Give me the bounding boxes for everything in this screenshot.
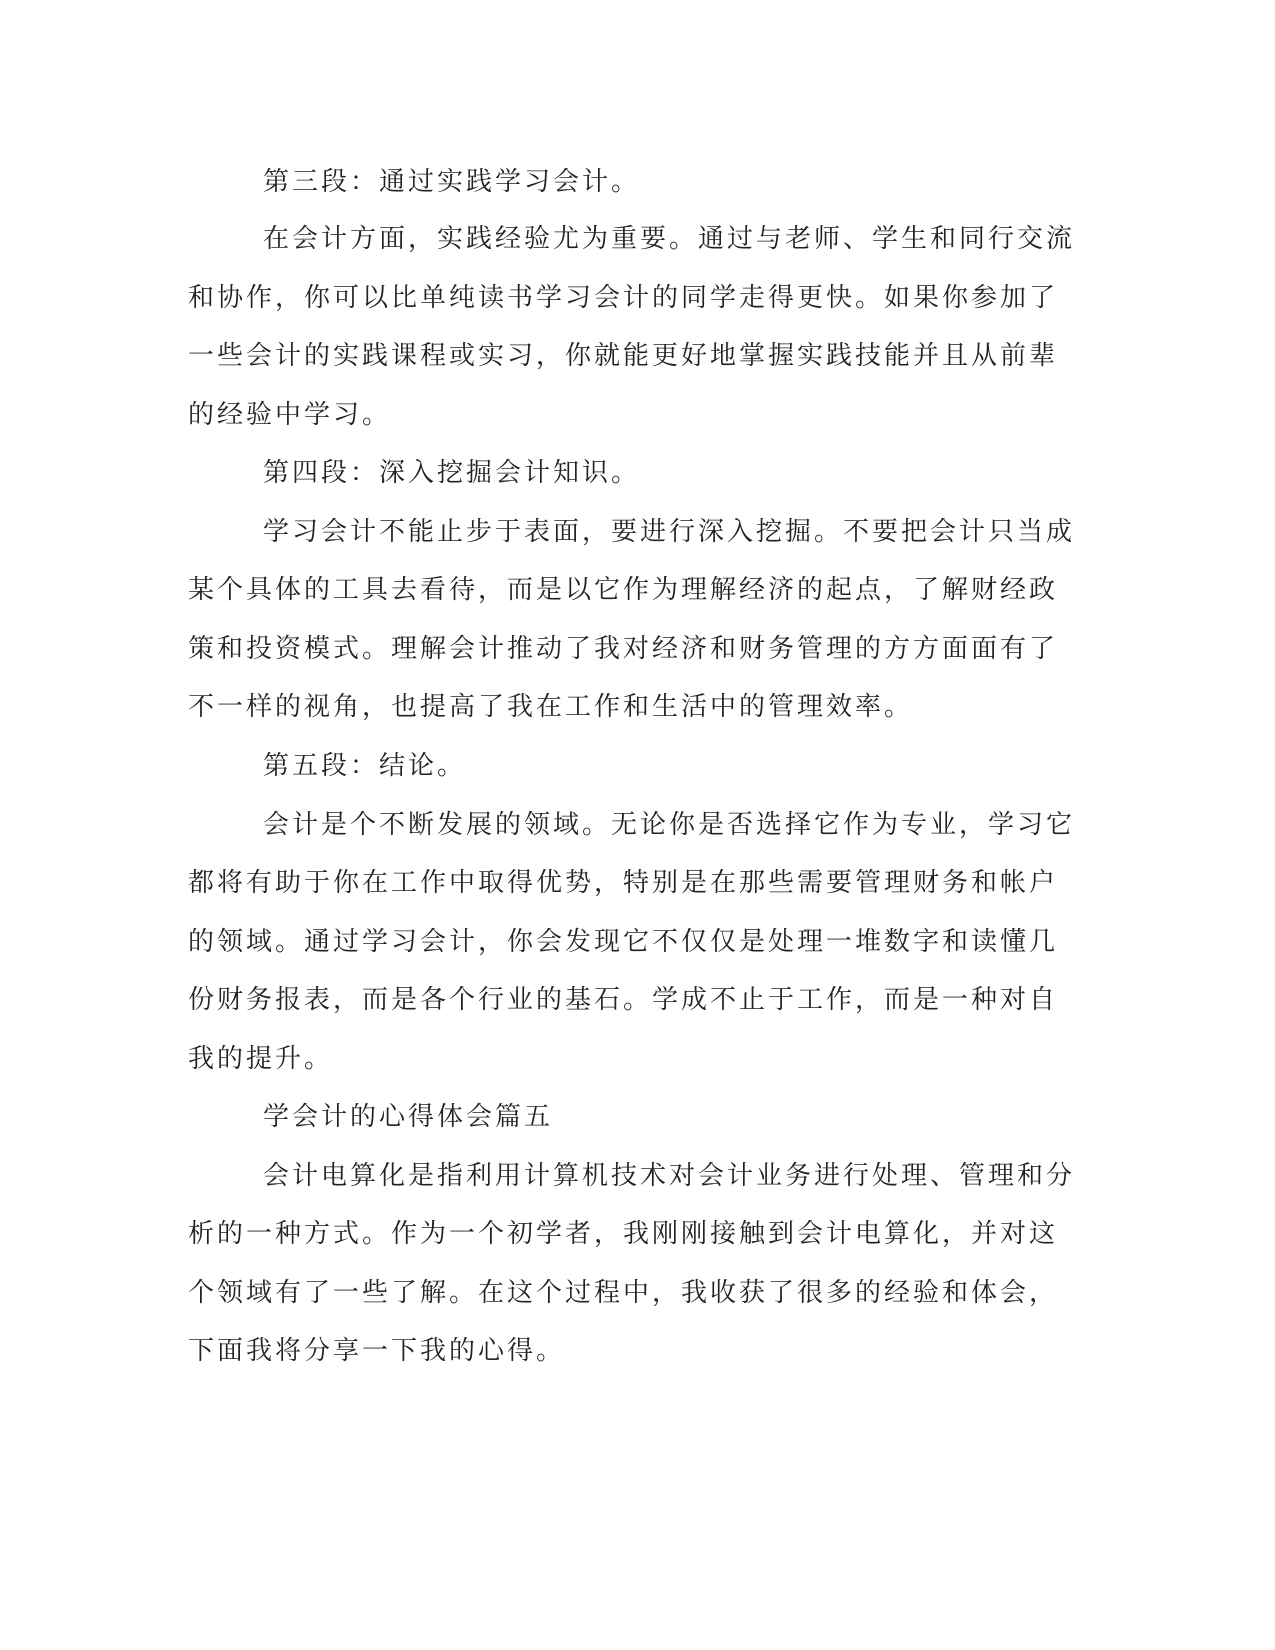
section-5-heading: 第五段：结论。 xyxy=(263,751,467,781)
section-5-line-1: 会计是个不断发展的领域。无论你是否选择它作为专业，学习它 xyxy=(263,810,1076,840)
section-3-line-3: 一些会计的实践课程或实习，你就能更好地掌握实践技能并且从前辈 xyxy=(188,341,1059,371)
section-5-line-3: 的领域。通过学习会计，你会发现它不仅仅是处理一堆数字和读懂几 xyxy=(188,927,1059,957)
part-5-title: 学会计的心得体会篇五 xyxy=(263,1102,554,1132)
section-3-line-2: 和协作，你可以比单纯读书学习会计的同学走得更快。如果你参加了 xyxy=(188,283,1059,313)
part-5-line-3: 个领域有了一些了解。在这个过程中，我收获了很多的经验和体会， xyxy=(188,1278,1059,1308)
section-4-line-2: 某个具体的工具去看待，而是以它作为理解经济的起点，了解财经政 xyxy=(188,575,1059,605)
section-3-line-1: 在会计方面，实践经验尤为重要。通过与老师、学生和同行交流 xyxy=(263,224,1076,254)
section-4-line-4: 不一样的视角，也提高了我在工作和生活中的管理效率。 xyxy=(188,692,914,722)
section-4-line-1: 学习会计不能止步于表面，要进行深入挖掘。不要把会计只当成 xyxy=(263,517,1076,547)
section-3-line-4: 的经验中学习。 xyxy=(188,400,392,430)
section-5-line-5: 我的提升。 xyxy=(188,1044,334,1074)
section-4-line-3: 策和投资模式。理解会计推动了我对经济和财务管理的方方面面有了 xyxy=(188,634,1059,664)
part-5-line-1: 会计电算化是指利用计算机技术对会计业务进行处理、管理和分 xyxy=(263,1161,1076,1191)
section-4-heading: 第四段：深入挖掘会计知识。 xyxy=(263,458,641,488)
section-3-heading: 第三段：通过实践学习会计。 xyxy=(263,167,641,197)
section-5-line-4: 份财务报表，而是各个行业的基石。学成不止于工作，而是一种对自 xyxy=(188,985,1059,1015)
section-5-line-2: 都将有助于你在工作中取得优势，特别是在那些需要管理财务和帐户 xyxy=(188,868,1059,898)
part-5-line-2: 析的一种方式。作为一个初学者，我刚刚接触到会计电算化，并对这 xyxy=(188,1219,1059,1249)
part-5-line-4: 下面我将分享一下我的心得。 xyxy=(188,1336,566,1366)
